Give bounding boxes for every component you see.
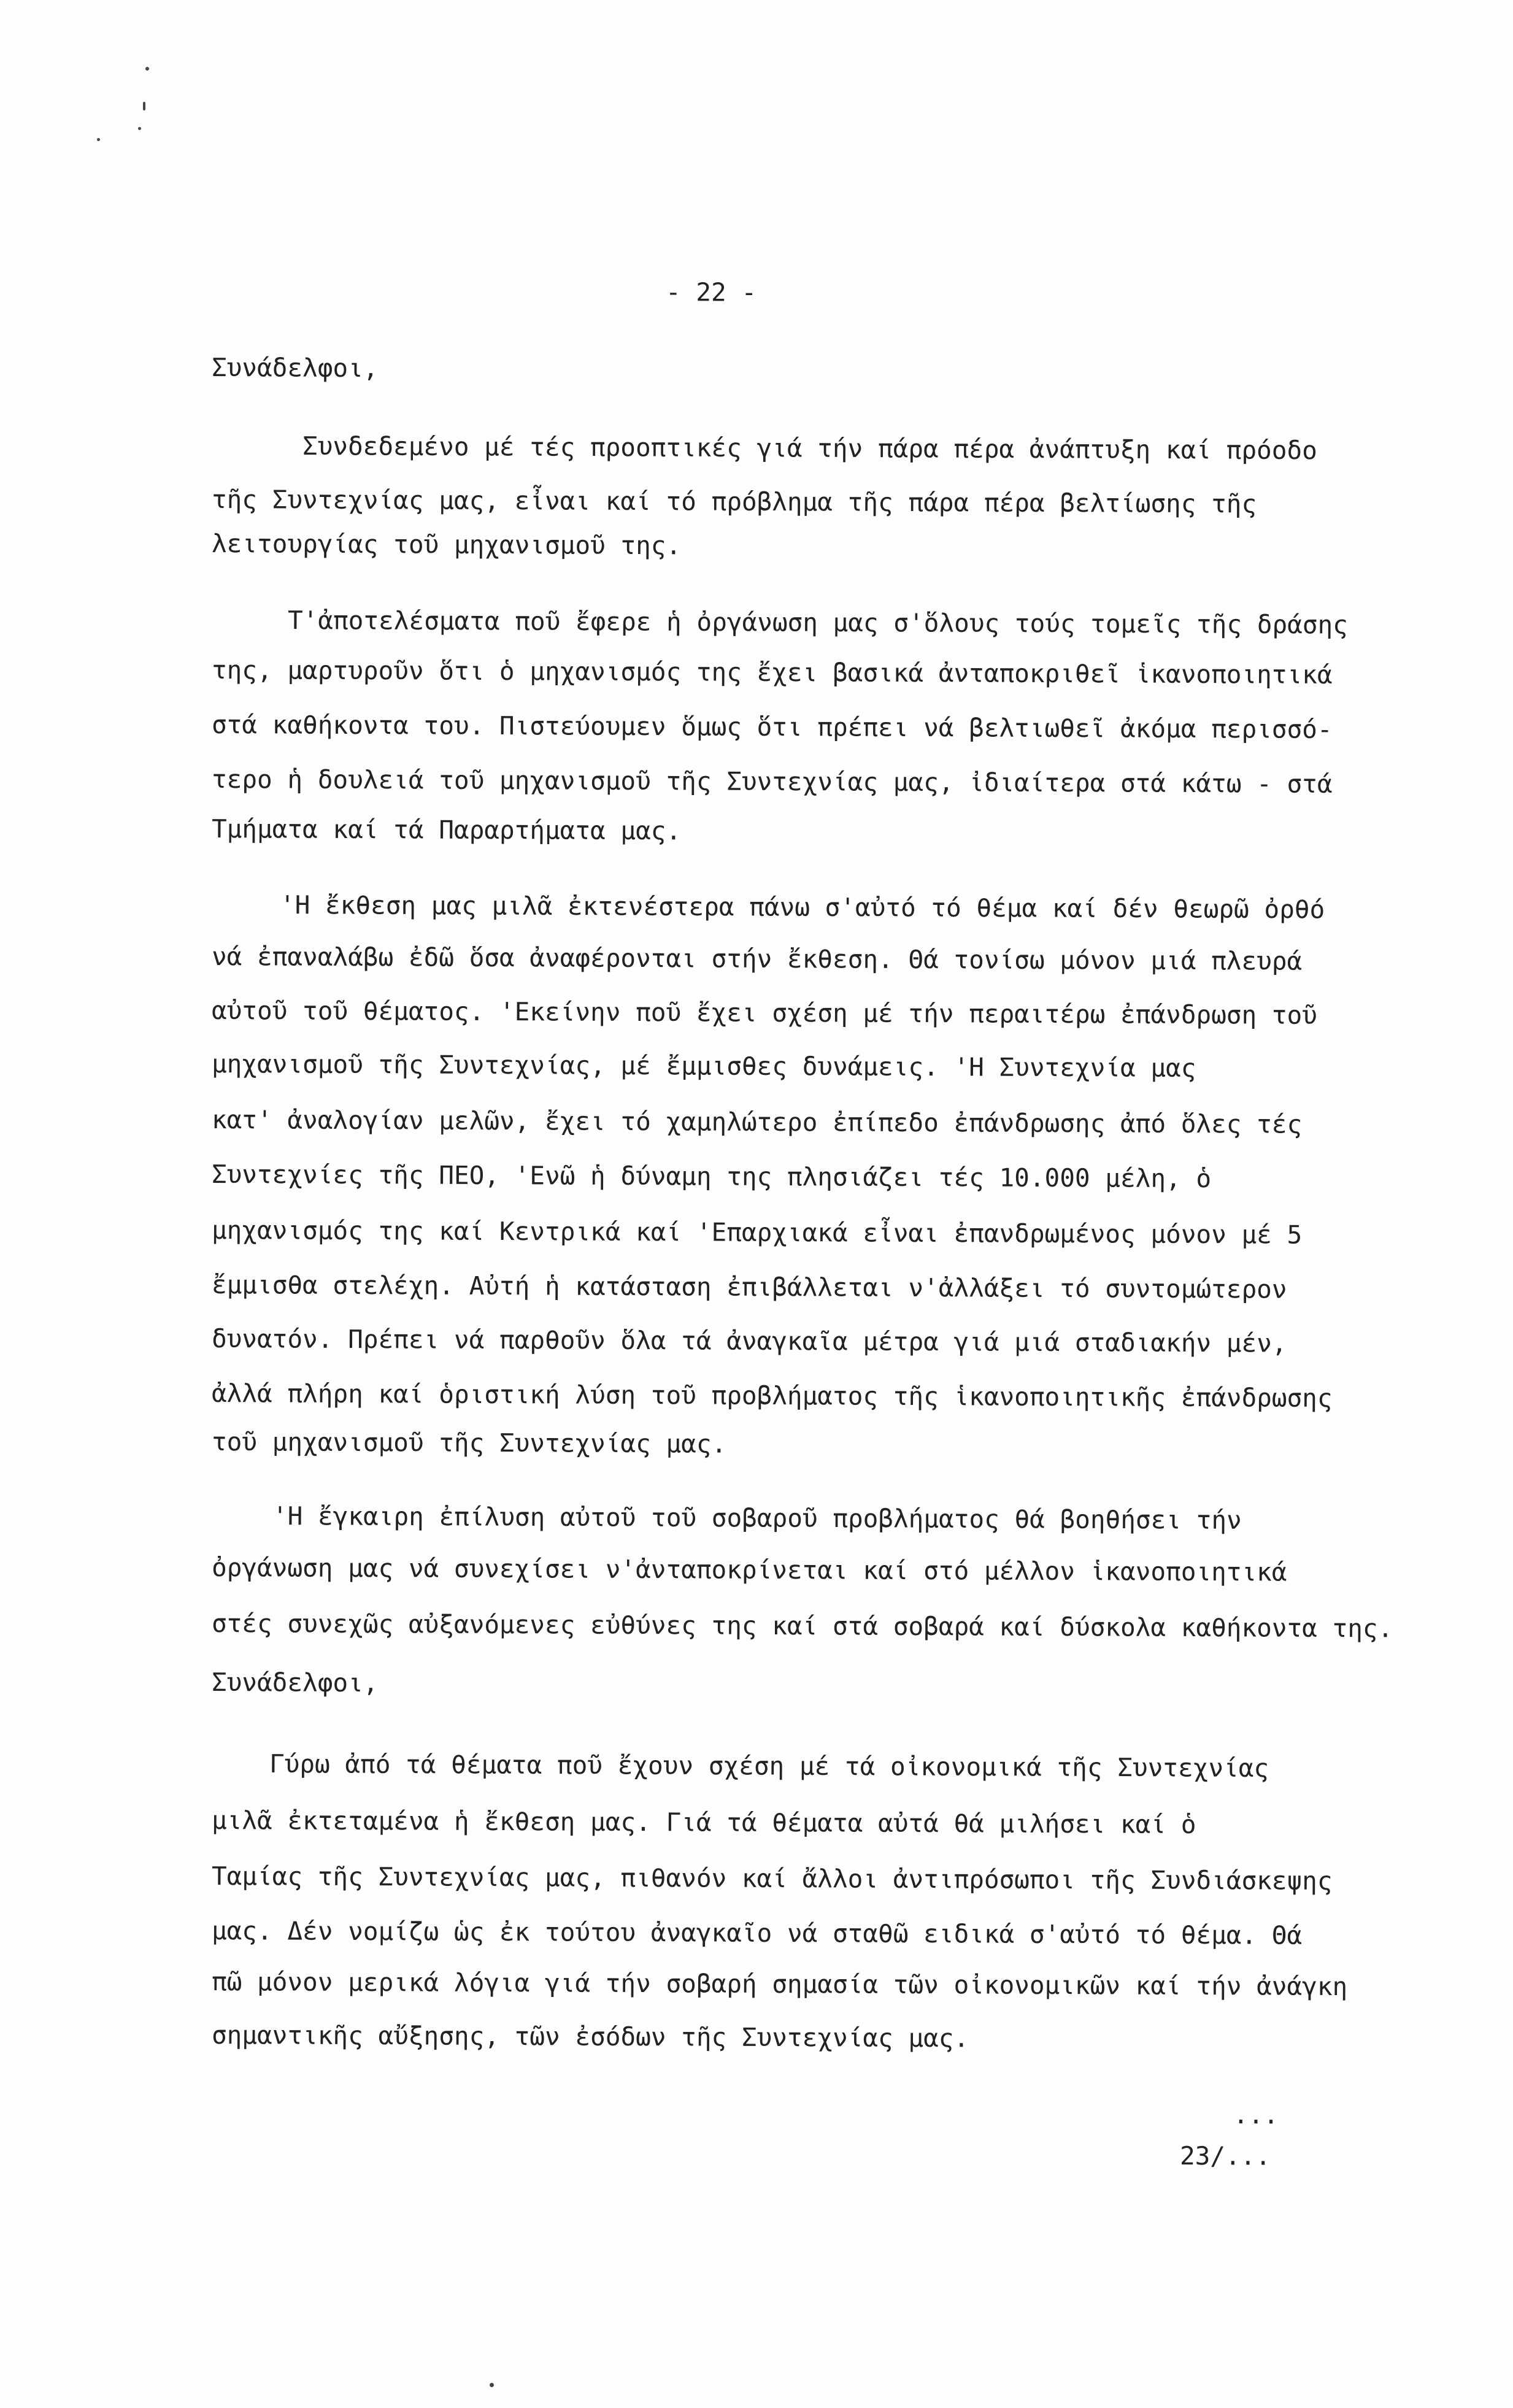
text-line: 'Η ἔκθεση μας μιλᾶ ἐκτενέστερα πάνω σ'αὐτό τό θέμα καί δέν θεωρῶ ὀρθό [279,890,1325,925]
text-line: αὐτοῦ τοῦ θέματος. 'Εκείνην ποῦ ἔχει σχέση μέ τήν περαιτέρω ἐπάνδρωση τοῦ [211,996,1318,1030]
scan-speck [97,138,100,141]
text-line: Συντεχνίες τῆς ΠΕΟ, 'Ενῶ ἡ δύναμη της πλησιάζει τές 10.000 μέλη, ὁ [211,1160,1212,1194]
text-line: της, μαρτυροῦν ὅτι ὁ μηχανισμός της ἔχει βασικά ἀνταποκριθεῖ ἱκανοποιητικά [211,655,1333,690]
text-line: ἀλλά πλήρη καί ὁριστική λύση τοῦ προβλήματος τῆς ἱκανοποιητικῆς ἐπάνδρωσης [211,1379,1333,1413]
scan-speck [143,102,145,110]
next-page-marker: 23/... [1179,2141,1271,2171]
scan-speck [490,2383,494,2387]
continuation-dots: ... [1233,2100,1279,2130]
text-line: Ταμίας τῆς Συντεχνίας μας, πιθανόν καί ἄλλοι ἀντιπρόσωποι τῆς Συνδιάσκεψης [211,1861,1333,1896]
text-line: σημαντικῆς αὔξησης, τῶν ἐσόδων τῆς Συντεχνίας μας. [211,2020,969,2053]
text-line: τοῦ μηχανισμοῦ τῆς Συντεχνίας μας. [211,1427,727,1459]
text-line: μιλᾶ ἐκτεταμένα ἡ ἔκθεση μας. Γιά τά θέματα αὐτά θά μιλήσει καί ὁ [211,1806,1196,1840]
text-line: ὀργάνωση μας νά συνεχίσει ν'ἀνταποκρίνεται καί στό μέλλον ἱκανοποιητικά [211,1553,1287,1587]
text-line: στές συνεχῶς αὐξανόμενες εὐθύνες της καί στά σοβαρά καί δύσκολα καθήκοντα της. [211,1609,1393,1644]
text-line: δυνατόν. Πρέπει νά παρθοῦν ὅλα τά ἀναγκαῖα μέτρα γιά μιά σταδιακήν μέν, [211,1324,1287,1358]
page-number: - 22 - [665,277,757,307]
text-line: νά ἐπαναλάβω ἐδῶ ὅσα ἀναφέρονται στήν ἔκθεση. Θά τονίσω μόνον μιά πλευρά [211,942,1303,976]
text-line: λειτουργίας τοῦ μηχανισμοῦ της. [211,529,682,561]
scan-speck [145,67,149,71]
text-line: μηχανισμός της καί Κεντρικά καί 'Επαρχιακά εἶναι ἐπανδρωμένος μόνον μέ 5 [211,1215,1303,1250]
text-line: Γύρω ἀπό τά θέματα ποῦ ἔχουν σχέση μέ τά οἰκονομικά τῆς Συντεχνίας [269,1749,1269,1783]
text-line: τερο ἡ δουλειά τοῦ μηχανισμοῦ τῆς Συντεχνίας μας, ἰδιαίτερα στά κάτω - στά [211,764,1333,799]
text-line: Τ'ἀποτελέσματα ποῦ ἔφερε ἡ ὀργάνωση μας σ'ὅλους τούς τομεῖς τῆς δράσης [287,606,1348,640]
text-line: 'Η ἔγκαιρη ἐπίλυση αὐτοῦ τοῦ σοβαροῦ προβλήματος θά βοηθήσει τήν [272,1501,1242,1535]
text-line: μας. Δέν νομίζω ὡς ἐκ τούτου ἀναγκαῖο νά σταθῶ ειδικά σ'αὐτό τό θέμα. Θά [211,1916,1303,1950]
text-line: τῆς Συντεχνίας μας, εἶναι καί τό πρόβλημα τῆς πάρα πέρα βελτίωσης τῆς [211,485,1257,519]
text-line: στά καθήκοντα του. Πιστεύουμεν ὅμως ὅτι πρέπει νά βελτιωθεῖ ἀκόμα περισσό- [211,710,1333,744]
salutation: Συνάδελφοι, [211,353,379,383]
text-line: πῶ μόνον μερικά λόγια γιά τήν σοβαρή σημασία τῶν οἰκονομικῶν καί τήν ἀνάγκη [211,1967,1348,2002]
text-line: μηχανισμοῦ τῆς Συντεχνίας, μέ ἔμμισθες δυνάμεις. 'Η Συντεχνία μας [211,1049,1196,1083]
text-line: ἔμμισθα στελέχη. Αὐτή ἡ κατάσταση ἐπιβάλλεται ν'ἀλλάξει τό συντομώτερον [211,1270,1287,1304]
text-line: Τμήματα καί τά Παραρτήματα μας. [211,814,682,846]
salutation: Συνάδελφοι, [211,1668,379,1698]
scan-speck [138,127,141,130]
text-line: Συνδεδεμένο μέ τές προοπτικές γιά τήν πάρα πέρα ἀνάπτυξη καί πρόοδο [302,431,1317,466]
text-line: κατ' ἀναλογίαν μελῶν, ἔχει τό χαμηλώτερο ἐπίπεδο ἐπάνδρωσης ἀπό ὅλες τές [211,1105,1303,1139]
